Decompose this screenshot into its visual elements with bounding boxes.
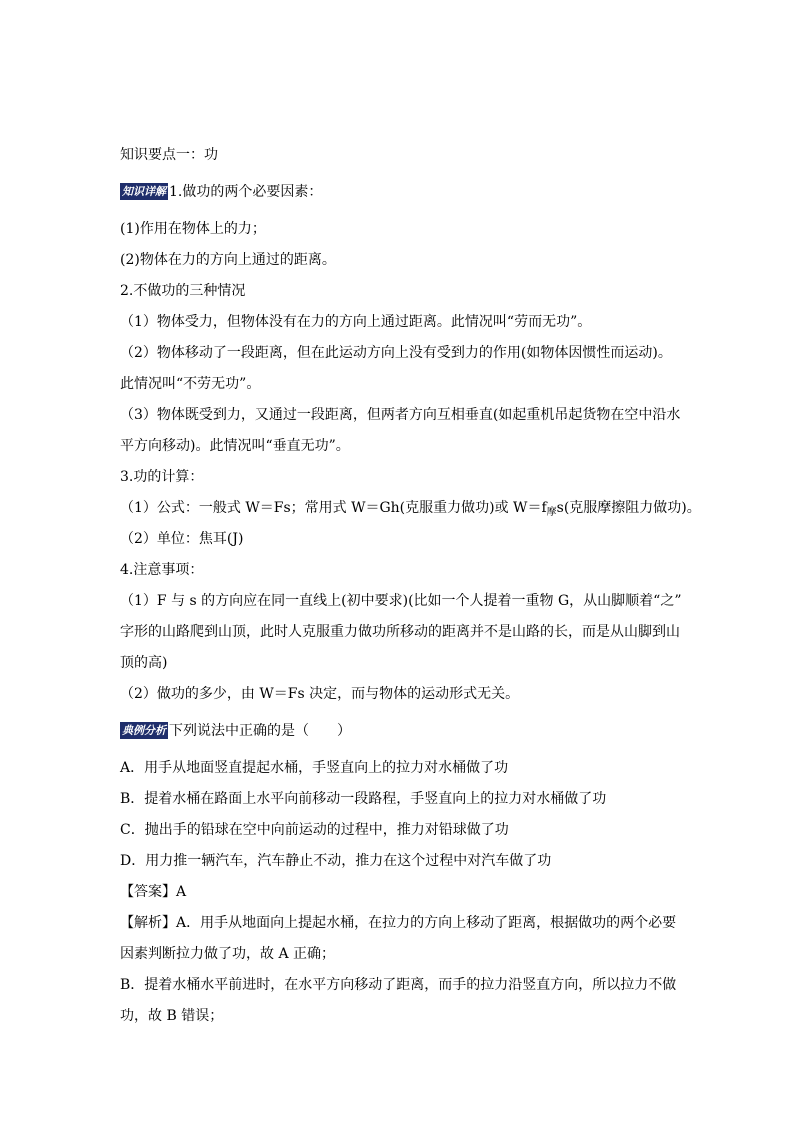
text-line: 顶的高) xyxy=(120,655,168,671)
text-line: 字形的山路爬到山顶，此时人克服重力做功所移动的距离并不是山路的长，而是从山脚到山 xyxy=(120,624,680,640)
text-span: 下列说法中正确的是（ ） xyxy=(169,723,351,739)
example-analysis-badge: 典例分析 xyxy=(122,724,166,737)
analysis-line: B．提着水桶水平前进时，在水平方向移动了距离，而手的拉力沿竖直方向，所以拉力不做 xyxy=(120,977,677,993)
text-line: 此情况叫“不劳无功”。 xyxy=(120,376,261,392)
option-c: C．抛出手的铅球在空中向前运动的过程中，推力对铅球做了功 xyxy=(120,822,509,838)
text-line: (1)作用在物体上的力； xyxy=(120,221,266,237)
knowledge-detail-badge: 知识详解 xyxy=(122,185,166,198)
example-question xyxy=(120,722,351,740)
text-line: 4.注意事项： xyxy=(120,562,204,578)
text-line: （2）单位：焦耳(J) xyxy=(120,531,244,547)
formula-line xyxy=(120,499,701,522)
text-span: 1.做功的两个必要因素： xyxy=(169,184,323,200)
text-line: （1）物体受力，但物体没有在力的方向上通过距离。此情况叫“劳而无功”。 xyxy=(120,314,592,330)
friction-subscript: 摩 xyxy=(546,507,557,518)
text-line: （2）做功的多少，由 W＝Fs 决定，而与物体的运动形式无关。 xyxy=(120,686,520,702)
text-line: （3）物体既受到力，又通过一段距离，但两者方向互相垂直(如起重机吊起货物在空中沿水 xyxy=(120,407,681,423)
text-line: (2)物体在力的方向上通过的距离。 xyxy=(120,252,336,268)
option-b: B．提着水桶在路面上水平向前移动一段路程，手竖直向上的拉力对水桶做了功 xyxy=(120,791,607,807)
text-line: （1）F 与 s 的方向应在同一直线上(初中要求)(比如一个人提着一重物 G，从山脚顺着“之” xyxy=(120,593,682,609)
knowledge-line-1 xyxy=(120,183,322,201)
text-span: （1）公式：一般式 W＝Fs；常用式 W＝Gh(克服重力做功)或 W＝f xyxy=(120,500,547,516)
text-line: 平方向移动)。此情况叫“垂直无功”。 xyxy=(120,438,350,454)
text-line: 2.不做功的三种情况 xyxy=(120,283,246,299)
text-line: 3.功的计算： xyxy=(120,469,204,485)
section-heading: 知识要点一：功 xyxy=(120,147,218,163)
text-line: （2）物体移动了一段距离，但在此运动方向上没有受到力的作用(如物体因惯性而运动)。 xyxy=(120,345,672,361)
answer-line: 【答案】A xyxy=(120,884,187,900)
analysis-line: 因素判断拉力做了功，故 A 正确； xyxy=(120,946,336,962)
analysis-line: 【解析】A．用手从地面向上提起水桶，在拉力的方向上移动了距离，根据做功的两个必要 xyxy=(120,915,677,931)
option-d: D．用力推一辆汽车，汽车静止不动，推力在这个过程中对汽车做了功 xyxy=(120,853,552,869)
text-span: s(克服摩擦阻力做功)。 xyxy=(556,500,701,516)
analysis-line: 功，故 B 错误； xyxy=(120,1008,224,1024)
option-a: A．用手从地面竖直提起水桶，手竖直向上的拉力对水桶做了功 xyxy=(120,760,509,776)
